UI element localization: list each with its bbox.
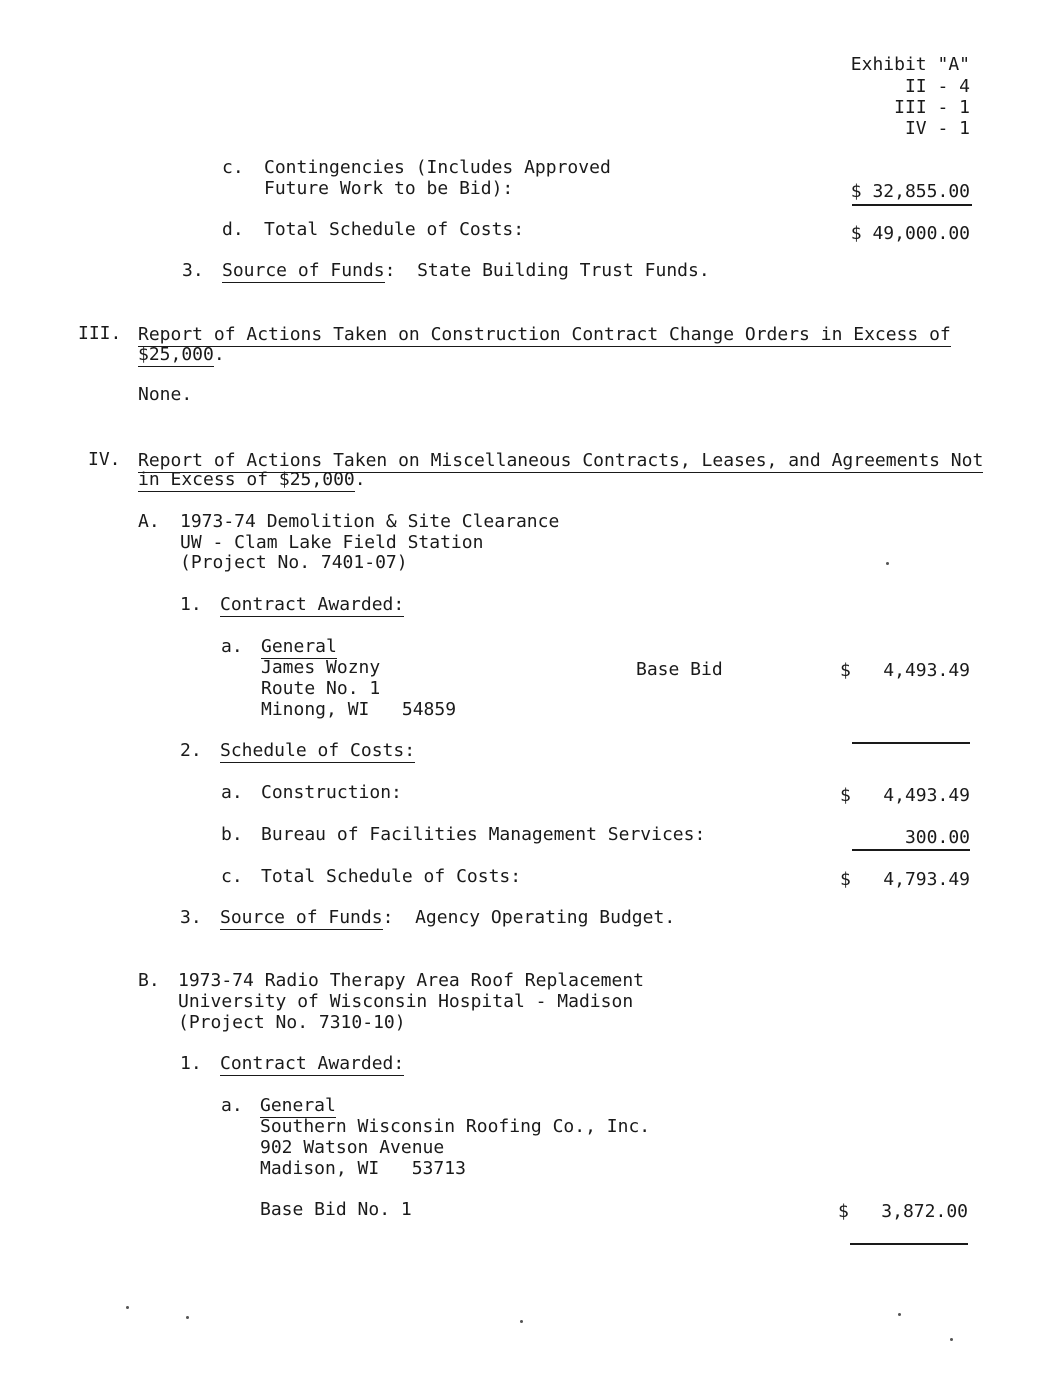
scan-speck	[186, 1316, 189, 1319]
contractor-city: Minong, WI 54859	[261, 699, 457, 720]
item-marker: b.	[221, 824, 243, 845]
exhibit-ref: III - 1	[894, 97, 970, 118]
item-marker: 1.	[180, 1053, 202, 1074]
section-heading-cont: $25,000.	[138, 344, 225, 365]
amount-underline	[852, 742, 970, 744]
item-marker: c.	[222, 157, 244, 178]
amount-underline	[852, 849, 970, 851]
bid-label: Base Bid No. 1	[260, 1199, 412, 1220]
total-costs-label: Total Schedule of Costs:	[261, 866, 522, 887]
contract-awarded-label: Contract Awarded:	[220, 594, 405, 615]
section-heading-cont: in Excess of $25,000.	[138, 469, 366, 490]
bid-amount: $ 3,872.00	[837, 1201, 968, 1222]
source-of-funds-label: Source of Funds	[222, 260, 385, 281]
bid-amount: $ 4,493.49	[839, 660, 970, 681]
project-title: 1973-74 Demolition & Site Clearance	[180, 511, 560, 532]
section-heading: Report of Actions Taken on Miscellaneous Contracts, Leases, and Agreements Not	[138, 450, 984, 471]
project-location: UW - Clam Lake Field Station	[180, 532, 484, 553]
exhibit-ref: II - 4	[904, 76, 970, 97]
amount-underline	[852, 204, 972, 206]
section-numeral: IV.	[88, 449, 121, 470]
contingencies-label-cont: Future Work to be Bid):	[264, 178, 514, 199]
contractor-address: Route No. 1	[261, 678, 381, 699]
scan-speck	[126, 1306, 129, 1309]
contingencies-amount: $ 32,855.00	[850, 181, 970, 202]
construction-amount: $ 4,493.49	[839, 785, 970, 806]
project-marker: B.	[138, 970, 160, 991]
source-of-funds-value: : State Building Trust Funds.	[384, 260, 710, 281]
item-marker: 3.	[182, 260, 204, 281]
bid-label: Base Bid	[636, 659, 723, 680]
contract-awarded-label: Contract Awarded:	[220, 1053, 405, 1074]
project-number: (Project No. 7310-10)	[178, 1012, 406, 1033]
project-number: (Project No. 7401-07)	[180, 552, 408, 573]
source-of-funds	[220, 907, 675, 928]
item-marker: 3.	[180, 907, 202, 928]
contractor-name: James Wozny	[261, 657, 381, 678]
total-costs-amount: $ 4,793.49	[839, 869, 970, 890]
project-location: University of Wisconsin Hospital - Madison	[178, 991, 634, 1012]
item-marker: c.	[221, 866, 243, 887]
total-costs-label: Total Schedule of Costs:	[264, 219, 525, 240]
item-marker: a.	[221, 782, 243, 803]
scan-speck	[950, 1338, 953, 1341]
construction-label: Construction:	[261, 782, 402, 803]
scan-speck	[898, 1313, 901, 1316]
schedule-of-costs-label: Schedule of Costs:	[220, 740, 416, 761]
item-marker: 1.	[180, 594, 202, 615]
contingencies-label: Contingencies (Includes Approved	[264, 157, 611, 178]
source-of-funds-value: : Agency Operating Budget.	[382, 907, 676, 928]
section-numeral: III.	[78, 323, 122, 344]
total-costs-amount: $ 49,000.00	[850, 223, 970, 244]
contractor-address: 902 Watson Avenue	[260, 1137, 445, 1158]
project-marker: A.	[138, 511, 160, 532]
source-of-funds	[222, 260, 710, 281]
project-title: 1973-74 Radio Therapy Area Roof Replacement	[178, 970, 644, 991]
contractor-name: Southern Wisconsin Roofing Co., Inc.	[260, 1116, 651, 1137]
item-marker: a.	[221, 1095, 243, 1116]
item-marker: a.	[221, 636, 243, 657]
exhibit-ref: IV - 1	[904, 118, 970, 139]
facilities-services-amount: 300.00	[904, 827, 970, 848]
item-marker: d.	[222, 219, 244, 240]
general-label: General	[260, 1095, 336, 1116]
source-of-funds-label: Source of Funds	[220, 907, 383, 928]
amount-underline	[850, 1243, 968, 1245]
contractor-city: Madison, WI 53713	[260, 1158, 466, 1179]
facilities-services-label: Bureau of Facilities Management Services:	[261, 824, 706, 845]
section-heading: Report of Actions Taken on Construction Contract Change Orders in Excess of	[138, 324, 951, 345]
general-label: General	[261, 636, 337, 657]
item-marker: 2.	[180, 740, 202, 761]
section-body: None.	[138, 384, 193, 405]
exhibit-title: Exhibit "A"	[850, 54, 970, 75]
scan-speck	[886, 562, 889, 565]
scan-speck	[520, 1320, 523, 1323]
